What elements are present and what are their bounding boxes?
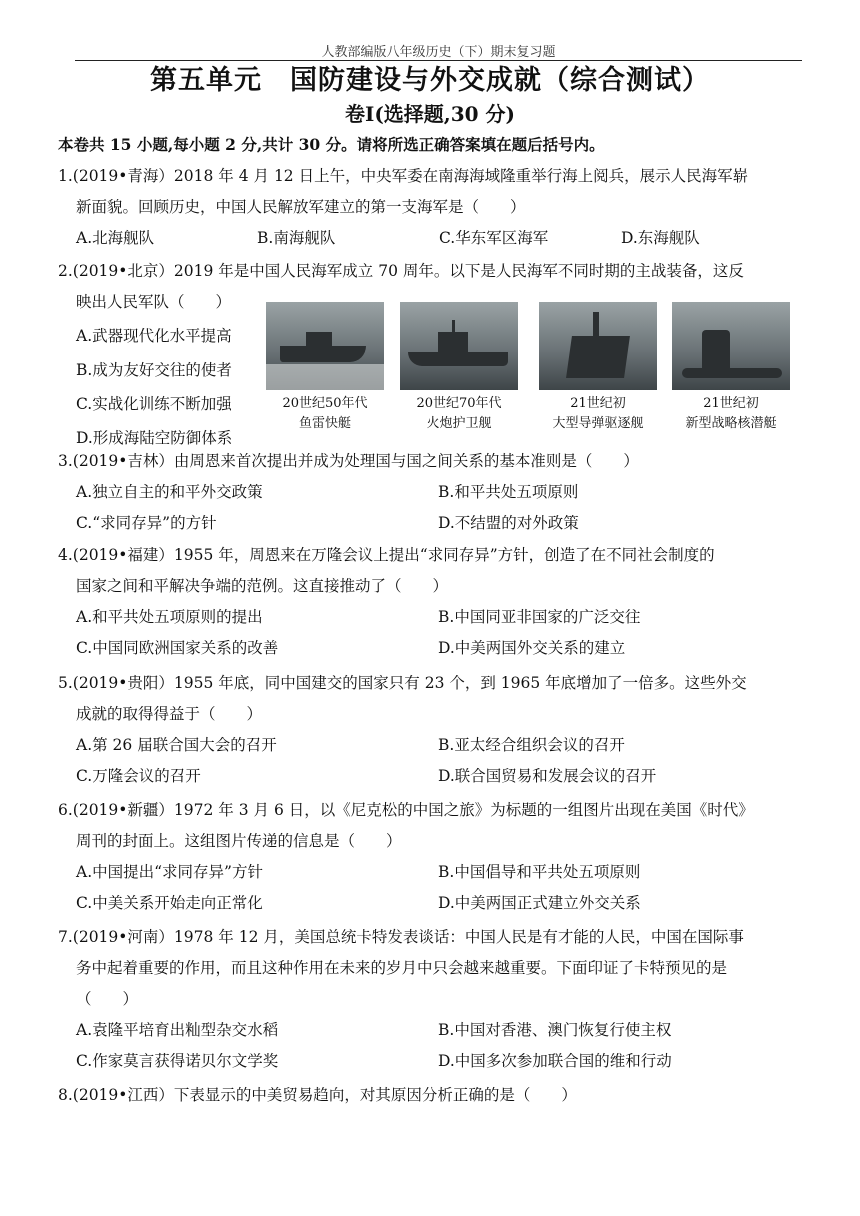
question-8 bbox=[58, 1080, 803, 1111]
option-c: C.中国同欧洲国家关系的改善 bbox=[76, 639, 279, 657]
question-stem: 8.(2019•江西）下表显示的中美贸易趋向，对其原因分析正确的是（ ） bbox=[58, 1086, 577, 1104]
option-c: C.中美关系开始走向正常化 bbox=[76, 894, 263, 912]
option-a: A.中国提出“求同存异”方针 bbox=[76, 863, 263, 881]
option-b: B.和平共处五项原则 bbox=[438, 483, 579, 501]
photo-caption: 20世纪50年代 鱼雷快艇 bbox=[282, 396, 368, 431]
options-row bbox=[58, 223, 803, 254]
option-a: A.独立自主的和平外交政策 bbox=[76, 483, 263, 501]
option-d: D.中美两国外交关系的建立 bbox=[438, 639, 626, 657]
question-4 bbox=[58, 540, 803, 664]
option-a: A.北海舰队 bbox=[76, 229, 155, 247]
option-c: C.“求同存异”的方针 bbox=[76, 514, 217, 532]
option-d: D.不结盟的对外政策 bbox=[438, 514, 579, 532]
submarine-image bbox=[672, 302, 790, 390]
question-stem: 2.(2019•北京）2019 年是中国人民海军成立 70 周年。以下是人民海军不同时期的主战装备，这反 bbox=[58, 262, 744, 280]
question-stem: 1.(2019•青海）2018 年 4 月 12 日上午，中央军委在南海海域隆重举行海上阅兵，展示人民海军崭 bbox=[58, 167, 749, 185]
question-3 bbox=[58, 446, 803, 539]
options-row bbox=[58, 761, 803, 792]
option-b: B.中国倡导和平共处五项原则 bbox=[438, 863, 641, 881]
options-row bbox=[58, 1015, 803, 1046]
option-d: D.中美两国正式建立外交关系 bbox=[438, 894, 641, 912]
option-a: A.和平共处五项原则的提出 bbox=[76, 608, 263, 626]
option-d: D.中国多次参加联合国的维和行动 bbox=[438, 1052, 672, 1070]
option-c: C.作家莫言获得诺贝尔文学奖 bbox=[76, 1052, 279, 1070]
page-title: 第五单元 国防建设与外交成就（综合测试） bbox=[150, 65, 710, 96]
photo-caption: 20世纪70年代 火炮护卫舰 bbox=[416, 396, 502, 431]
question-stem: 映出人民军队（ ） bbox=[76, 293, 232, 311]
option-c: C.万隆会议的召开 bbox=[76, 767, 201, 785]
question-1 bbox=[58, 161, 803, 254]
option-a: A.袁隆平培育出籼型杂交水稻 bbox=[76, 1021, 279, 1039]
option-b: B.中国同亚非国家的广泛交往 bbox=[438, 608, 641, 626]
answer-blank: （ ） bbox=[76, 990, 139, 1008]
options-row bbox=[58, 888, 803, 919]
destroyer-image bbox=[539, 302, 657, 390]
header-text: 人教部编版八年级历史（下）期末复习题 bbox=[321, 45, 556, 60]
option-b: B.成为友好交往的使者 bbox=[76, 361, 232, 379]
options-row bbox=[58, 477, 803, 508]
question-stem: 成就的取得得益于（ ） bbox=[76, 705, 263, 723]
option-c: C.实战化训练不断加强 bbox=[76, 395, 232, 413]
question-stem: 6.(2019•新疆）1972 年 3 月 6 日，以《尼克松的中国之旅》为标题的一组图片出现在美国《时代》 bbox=[58, 801, 754, 819]
question-stem: 新面貌。回顾历史，中国人民解放军建立的第一支海军是（ ） bbox=[76, 198, 526, 216]
warship-photos bbox=[266, 302, 790, 440]
option-b: B.中国对香港、澳门恢复行使主权 bbox=[438, 1021, 672, 1039]
question-stem: 4.(2019•福建）1955 年，周恩来在万隆会议上提出“求同存异”方针，创造了在不同社会制度的 bbox=[58, 546, 715, 564]
question-stem: 国家之间和平解决争端的范例。这直接推动了（ ） bbox=[76, 577, 449, 595]
option-d: D.联合国贸易和发展会议的召开 bbox=[438, 767, 657, 785]
photo-caption: 21世纪初 大型导弹驱逐舰 bbox=[552, 396, 644, 431]
photo-destroyer bbox=[539, 302, 657, 440]
page-subtitle: 卷Ⅰ(选择题,30 分) bbox=[344, 102, 516, 126]
option-a: A.武器现代化水平提高 bbox=[76, 327, 232, 345]
question-5 bbox=[58, 668, 803, 792]
options-row bbox=[58, 1046, 803, 1077]
option-b: B.亚太经合组织会议的召开 bbox=[438, 736, 625, 754]
question-stem: 3.(2019•吉林）由周恩来首次提出并成为处理国与国之间关系的基本准则是（ ） bbox=[58, 452, 639, 470]
frigate-image bbox=[400, 302, 518, 390]
option-d: D.形成海陆空防御体系 bbox=[76, 429, 233, 447]
question-stem: 务中起着重要的作用，而且这种作用在未来的岁月中只会越来越重要。下面印证了卡特预见的是 bbox=[76, 959, 728, 977]
photo-torpedo-boat bbox=[266, 302, 384, 440]
option-c: C.华东军区海军 bbox=[439, 229, 549, 247]
photo-caption: 21世纪初 新型战略核潜艇 bbox=[685, 396, 777, 431]
photo-submarine bbox=[672, 302, 790, 440]
instructions: 本卷共 15 小题,每小题 2 分,共计 30 分。请将所选正确答案填在题后括号内。 bbox=[58, 135, 605, 154]
option-b: B.南海舰队 bbox=[257, 229, 336, 247]
options-row bbox=[58, 602, 803, 633]
page-header bbox=[75, 0, 802, 61]
question-6 bbox=[58, 795, 803, 919]
question-7 bbox=[58, 922, 803, 1077]
options-row bbox=[58, 508, 803, 539]
question-stem: 周刊的封面上。这组图片传递的信息是（ ） bbox=[76, 832, 402, 850]
question-stem: 7.(2019•河南）1978 年 12 月，美国总统卡特发表谈话：中国人民是有才能的人民，中国在国际事 bbox=[58, 928, 744, 946]
options-row bbox=[58, 857, 803, 888]
option-a: A.第 26 届联合国大会的召开 bbox=[76, 736, 277, 754]
options-row bbox=[58, 730, 803, 761]
option-d: D.东海舰队 bbox=[621, 229, 700, 247]
options-row bbox=[58, 633, 803, 664]
photo-frigate bbox=[400, 302, 518, 440]
question-stem: 5.(2019•贵阳）1955 年底，同中国建交的国家只有 23 个，到 1965 年底增加了一倍多。这些外交 bbox=[58, 674, 747, 692]
torpedo-boat-image bbox=[266, 302, 384, 390]
